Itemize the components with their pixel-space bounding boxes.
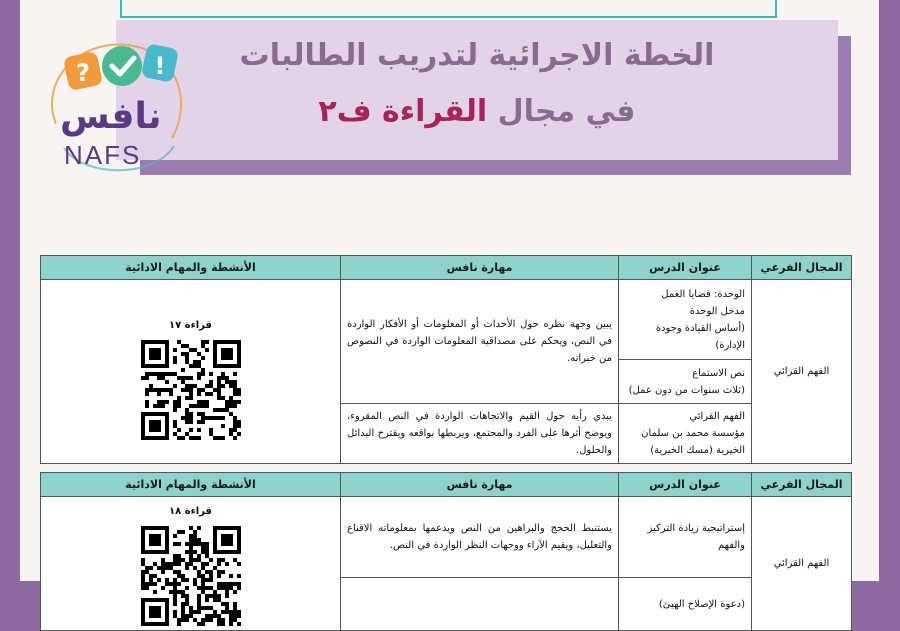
skill-cell: يستنبط الحجج والبراهين من النص ويدعمها بمعلوماته الاقناع والتعليل، ويقيم الآراء ووجهات النظر الواردة في النص. <box>341 497 619 578</box>
qr-code-icon[interactable] <box>141 526 241 626</box>
domain-cell: الفهم القرائي <box>752 280 852 464</box>
plan-table-1 <box>40 255 852 464</box>
qr-code-icon[interactable] <box>141 340 241 440</box>
header-activities: الأنشطة والمهام الادائية <box>41 256 341 280</box>
activity-label: قراءة ١٧ <box>169 320 212 331</box>
logo-text-english: NAFS <box>64 140 142 170</box>
header-skill: مهارة نافس <box>341 256 619 280</box>
question-mark-icon <box>63 51 103 91</box>
activities-cell <box>41 280 341 464</box>
domain-cell: الفهم القرائي <box>752 497 852 631</box>
header-skill: مهارة نافس <box>341 473 619 497</box>
svg-text:?: ? <box>76 59 90 87</box>
activities-cell <box>41 497 341 631</box>
header-domain: المجال الفرعي <box>752 473 852 497</box>
title-line-2-prefix: في مجال <box>497 94 636 129</box>
activity-label: قراءة ١٨ <box>169 506 212 517</box>
title-banner <box>116 20 838 160</box>
skill-cell: يبدي رأيه حول القيم والاتجاهات الواردة في النص المقروء، ويوضح أثرها على الفرد والمجتمع، ويربطها بواقعه ويقترح البدائل والحلول. <box>341 404 619 464</box>
lesson-cell: الوحدة: قضايا العمل مدخل الوحدة (أساس القيادة وجودة الإدارة) <box>619 280 752 360</box>
checkmark-icon <box>102 46 142 86</box>
header-lesson: عنوان الدرس <box>619 473 752 497</box>
lesson-cell: الفهم القرائي مؤسسة محمد بن سلمان الخيرية (مسك الخيرية) <box>619 404 752 464</box>
header-domain: المجال الفرعي <box>752 256 852 280</box>
lesson-cell: إستراتيجية زيادة التركيز والفهم <box>619 497 752 578</box>
header-lesson: عنوان الدرس <box>619 256 752 280</box>
decorative-line <box>120 16 777 18</box>
header-activities: الأنشطة والمهام الادائية <box>41 473 341 497</box>
title-line-2 <box>116 94 838 129</box>
skill-cell: يبين وجهة نظره حول الأحداث أو المعلومات أو الأفكار الواردة في النص، ويحكم على مصداقية المعلومات الواردة في النصوص من خبراته. <box>341 280 619 404</box>
svg-text:!: ! <box>154 52 166 80</box>
title-line-1: الخطة الاجرائية لتدريب الطالبات <box>239 38 715 73</box>
skill-cell <box>341 578 619 631</box>
title-line-2-highlight: القراءة ف٢ <box>318 94 488 129</box>
logo-text-arabic: نافس <box>60 96 162 137</box>
plan-table-2 <box>40 472 852 631</box>
lesson-cell: نص الاستماع (ثلاث سنوات من دون عمل) <box>619 360 752 404</box>
document-page <box>20 0 879 610</box>
lesson-cell: (دعوة الإصلاح الهيئ) <box>619 578 752 631</box>
